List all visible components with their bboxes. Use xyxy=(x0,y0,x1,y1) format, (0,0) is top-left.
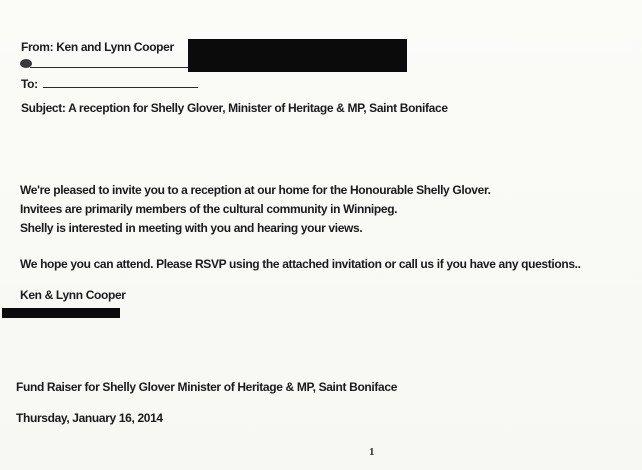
body-line-1: We're pleased to invite you to a reception at our home for the Honourable Shelly Glover. xyxy=(20,183,491,197)
subject-line: Subject: A reception for Shelly Glover, Minister of Heritage & MP, Saint Boniface xyxy=(21,101,448,115)
body-line-2: Invitees are primarily members of the cultural community in Winnipeg. xyxy=(20,202,398,216)
redaction-scribble-line-2 xyxy=(43,81,198,88)
redaction-signature-phone xyxy=(2,308,120,318)
body-line-4: We hope you can attend. Please RSVP using the attached invitation or call us if you have any questions.. xyxy=(20,257,581,271)
to-line: To: xyxy=(21,77,38,91)
from-line: From: Ken and Lynn Cooper xyxy=(21,40,174,54)
redaction-scribble-line-1 xyxy=(30,60,188,68)
signature: Ken & Lynn Cooper xyxy=(20,288,126,302)
event-date: Thursday, January 16, 2014 xyxy=(16,411,163,425)
redaction-from-email xyxy=(188,39,407,72)
page-number: 1 xyxy=(369,446,375,458)
event-title: Fund Raiser for Shelly Glover Minister of Heritage & MP, Saint Boniface xyxy=(16,380,398,394)
body-line-3: Shelly is interested in meeting with you and hearing your views. xyxy=(20,221,363,235)
